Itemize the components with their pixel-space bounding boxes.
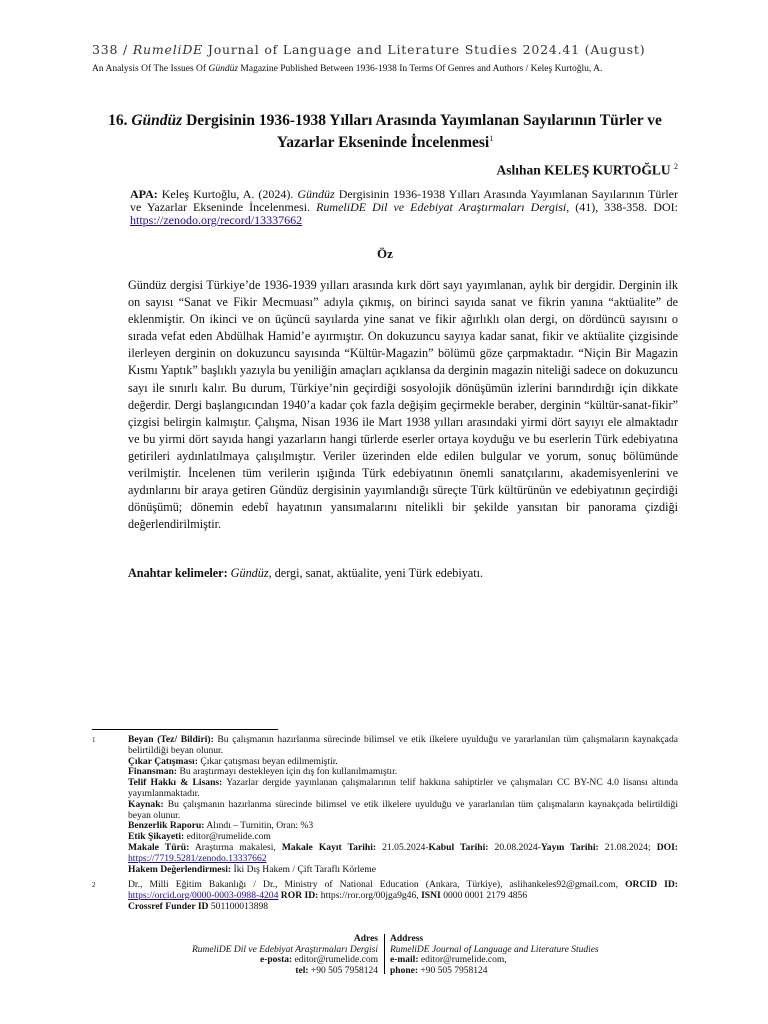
apa-citation <box>130 188 678 227</box>
apa-text-2: Dergisinin 1936-1938 Yılları Arasında Yayımlanan Sayılarının Türler ve Yazarlar Ekseninde İncelenmesi. <box>130 187 678 214</box>
address-tr-tel: +90 505 7958124 <box>308 965 378 976</box>
article-number: 16. <box>108 112 128 129</box>
article-title <box>92 112 678 152</box>
footnote-2-number: 2 <box>92 881 96 889</box>
apa-text-1: Keleş Kurtoğlu, A. (2024). <box>157 187 298 201</box>
ror-label: ROR ID: <box>280 889 319 901</box>
address-tr-heading: Adres <box>353 934 378 944</box>
kabul-label: Kabul Tarihi: <box>428 841 489 853</box>
apa-italic-1: Gündüz <box>297 187 335 201</box>
english-title-italic: Gündüz <box>208 64 239 74</box>
address-tr-email-label: e-posta: <box>260 955 293 966</box>
apa-text-3: , (41), 338-358. DOI: <box>566 200 678 214</box>
makale-text: Araştırma makalesi, <box>189 841 282 853</box>
beyan-text: Bu çalışmanın hazırlanma sürecinde bilimsel ve etik ilkelere uyulduğu ve yararlanılan tüm çalışmaların kaynakçada belirtildiği beyan olunur. <box>128 734 678 756</box>
english-running-title <box>92 64 682 75</box>
yayin-text: 21.08.2024; <box>598 841 657 853</box>
orcid-label: ORCID ID: <box>625 879 678 890</box>
apa-label: APA: <box>130 187 158 201</box>
hakem-text: İki Dış Hakem / Çift Taraflı Körleme <box>231 863 376 875</box>
keywords-rest: , dergi, sanat, aktüalite, yeni Türk edebiyatı. <box>268 566 484 580</box>
english-title-suffix: Magazine Published Between 1936-1938 In Terms Of Genres and Authors / Keleş Kurtoğlu, A. <box>238 64 603 74</box>
journal-rest: Journal of Language and Literature Studies 2024.41 (August) <box>207 42 646 57</box>
abstract-heading: Öz <box>377 246 393 261</box>
abstract-body: Gündüz dergisi Türkiye’de 1936-1939 yılları arasında kırk dört sayı yayımlanan, aylık bir dergidir. Derginin ilk on sayısı “Sanat ve Fikir Mecmuası” adıyla çıkmış, on birinci sayıda sanat ve fikrin yanına “aktüalite” de eklenmiştir. On ikinci ve on üçüncü sayılarda yine sanat ve fikir ağırlıklı olan dergi, on dördüncü sayısını o sırada vefat eden Abdülhak Hamid’e ayırmıştır. On dokuzuncu sayıya kadar sanat, fikir ve aktüalite çizgisinde ilerleyen derginin on dokuzuncu sayısında “Kültür-Magazin” bölümü göze çarpmaktadır. “Niçin Bir Magazin Kısmı Yaptık” başlıklı yazıyla bu yeniliğin amaçları açıklansa da derginin magazin niteliği sadece on dokuzuncu sayı ile sınırlı kalır. Bu durum, Türkiye’nin geçirdiği sosyolojik dönüşümün izlerini barındırdığı için dikkate değerdir. Dergi başlangıcından 1940’a kadar çok fazla değişim geçirmekle beraber, derginin “kültür-sanat-fikir” çizgisi belirgin kalmıştır. Çalışma, Nisan 1936 ile Mart 1938 yılları arasındaki yirmi dört sayıyı ele almaktadır ve bu yirmi dört sayıda hangi yazarların hangi türlerde eserler ortaya koyduğu ve bu eserlerin Türk edebiyatına getirileri aydınlatılmaya çalışılmıştır. Veriler üzerinden elde edilen bulgular ve yorum, sonuç bölümünde verilmiştir. İncelenen tüm verilerin ışığında Türk edebiyatının önemli sanatçılarını, akademisyenlerini ve aydınlarını bir araya getiren Gündüz dergisinin yayımlandığı süreçte Türk kültürünün ve edebiyatının geçirdiği dönüşümü; dönemin edebî hayatının yansımalarını nitelikli bir şekilde yansıtan bir panorama çizdiği değerlendirilmiştir. <box>128 278 678 532</box>
footnote-1 <box>92 735 678 875</box>
isni-text: 0000 0001 2179 4856 <box>440 889 528 901</box>
kayit-text: 21.05.2024- <box>376 841 429 853</box>
finans-label: Finansman: <box>128 766 178 778</box>
address-en <box>390 934 599 976</box>
fn-beyan <box>128 735 678 757</box>
address-en-journal: RumeliDE Journal of Language and Literature Studies <box>390 944 599 955</box>
keywords-label: Anahtar kelimeler: <box>128 566 228 580</box>
address-tr-journal: RumeliDE Dil ve Edebiyat Araştırmaları Dergisi <box>191 944 378 955</box>
fn-doi-label: DOI: <box>656 841 679 853</box>
apa-journal-italic: RumeliDE Dil ve Edebiyat Araştırmaları Dergisi <box>316 200 567 214</box>
beyan-label: Beyan (Tez/ Bildiri): <box>128 734 214 745</box>
page-number: 338 <box>92 42 119 57</box>
cikar-label: Çıkar Çatışması: <box>128 755 198 767</box>
isni-label: ISNI <box>421 889 441 901</box>
author-name <box>497 162 678 179</box>
address-divider <box>384 934 385 974</box>
title-footnote-ref[interactable]: 1 <box>489 134 494 143</box>
telif-text: Yazarlar dergide yayınlanan çalışmalarının telif hakkına sahiptirler ve çalışmaları CC BY-NC 4.0 lisansı altında yayımlanmaktadır. <box>128 777 678 799</box>
footnote-rule <box>92 729 278 730</box>
fn-hakem <box>128 865 678 876</box>
address-en-phone-label: phone: <box>390 965 418 976</box>
english-title-prefix: An Analysis Of The Issues Of <box>92 64 209 74</box>
address-en-email-label: e-mail: <box>390 955 419 966</box>
fn-kaynak <box>128 800 678 822</box>
crossref-label: Crossref Funder ID <box>128 900 209 912</box>
benzerlik-text: Alındı – Turnitin, Oran: %3 <box>204 820 314 832</box>
address-en-phone: +90 505 7958124 <box>417 965 488 976</box>
etik-label: Etik Şikayeti: <box>128 831 185 843</box>
fn-doi-link[interactable]: https://7719.5281/zenodo.13337662 <box>128 852 267 864</box>
hakem-label: Hakem Değerlendirmesi: <box>128 863 232 875</box>
address-en-heading: Address <box>390 934 424 944</box>
crossref-text: 501100013898 <box>208 900 269 912</box>
kaynak-label: Kaynak: <box>128 798 164 810</box>
journal-name: RumeliDE <box>132 42 204 57</box>
fn-telif <box>128 778 678 800</box>
finans-text: Bu araştırmayı destekleyen için dış fon kullanılmamıştır. <box>177 766 398 778</box>
telif-label: Telif Hakkı & Lisans: <box>128 777 223 789</box>
address-tr-tel-label: tel: <box>295 965 309 976</box>
kaynak-text: Bu çalışmanın hazırlanma sürecinde bilimsel ve etik ilkelere uyulduğu ve yararlanılan tüm çalışmaların kaynakçada belirtildiği beyan olunur. <box>128 798 678 821</box>
makale-label: Makale Türü: <box>128 841 190 853</box>
author-footnote-ref[interactable]: 2 <box>674 162 678 171</box>
orcid-link[interactable]: https://orcid.org/0000-0003-0988-4204 <box>128 889 279 901</box>
title-rest: Dergisinin 1936-1938 Yılları Arasında Yayımlanan Sayılarının Türler ve Yazarlar Ekseninde İncelenmesi <box>182 112 662 152</box>
yayin-label: Yayın Tarihi: <box>540 841 599 853</box>
running-header <box>92 42 645 57</box>
ror-text: https://ror.org/00jga9g46, <box>318 889 422 901</box>
apa-doi-link[interactable]: https://zenodo.org/record/13337662 <box>130 213 303 227</box>
keywords-italic: Gündüz <box>227 566 269 580</box>
cikar-text: Çıkar çatışması beyan edilmemiştir. <box>197 755 338 767</box>
kayit-label: Makale Kayıt Tarihi: <box>281 841 377 853</box>
benzerlik-label: Benzerlik Raporu: <box>128 820 205 832</box>
etik-text: editor@rumelide.com <box>184 831 271 843</box>
header-separator: / <box>123 42 129 57</box>
footnote-2 <box>92 880 678 912</box>
fn-makale <box>128 843 678 865</box>
address-tr <box>192 934 378 976</box>
author-text: Aslıhan KELEŞ KURTOĞLU <box>496 162 671 178</box>
footnote-1-number: 1 <box>92 736 96 744</box>
kabul-text: 20.08.2024- <box>488 841 541 853</box>
title-italic: Gündüz <box>131 112 183 129</box>
address-en-email[interactable]: editor@rumelide.com, <box>418 955 507 966</box>
fn2-text: Dr., Milli Eğitim Bakanlığı / Dr., Ministry of National Education (Ankara, Türkiye), aslihankeles92@gmail.com, <box>128 879 626 890</box>
keywords <box>128 566 678 581</box>
address-tr-email[interactable]: editor@rumelide.com <box>292 955 378 966</box>
